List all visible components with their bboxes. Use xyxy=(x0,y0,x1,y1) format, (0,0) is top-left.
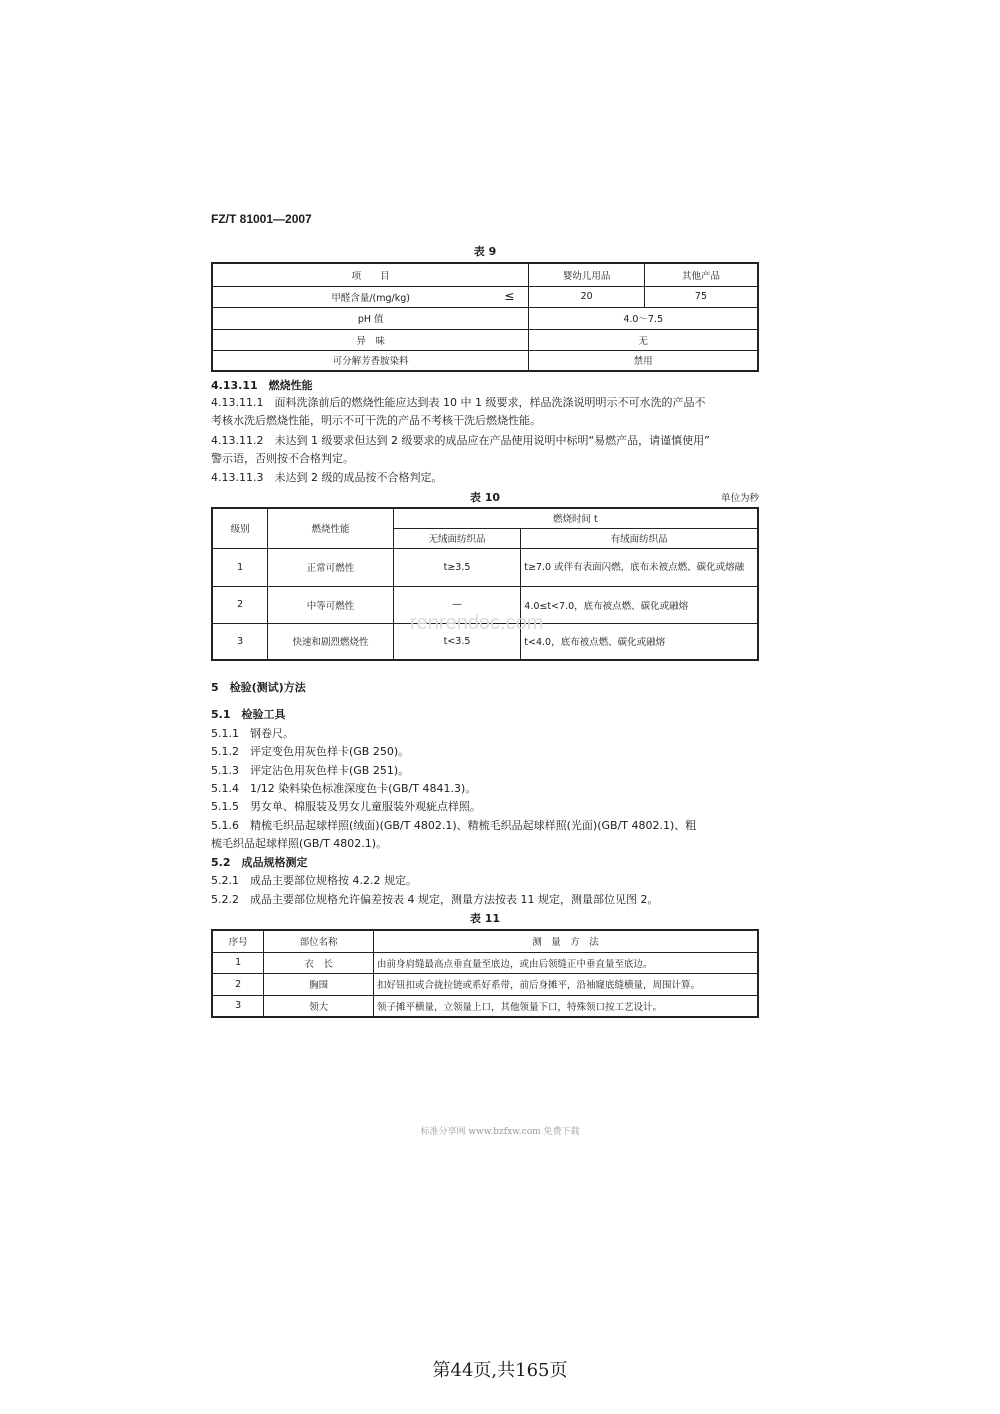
table9-azo-label: 可分解芳香胺染料 xyxy=(212,350,529,371)
table11-row2-part: 胸围 xyxy=(264,973,374,995)
formaldehyde-label-text: 甲醛含量/(mg/kg) xyxy=(331,292,410,304)
table9-head-item: 项 目 xyxy=(212,263,529,286)
page-number: 第44页,共165页 xyxy=(432,1360,568,1381)
table10-head-grade: 级别 xyxy=(212,508,268,548)
table9-head-infant: 婴幼儿用品 xyxy=(529,263,645,286)
table9-ph-label: pH 值 xyxy=(212,307,529,329)
table10-head-performance: 燃烧性能 xyxy=(268,508,393,548)
table11-head-no: 序号 xyxy=(212,930,264,952)
table9-head-other: 其他产品 xyxy=(644,263,758,286)
item-5-1-3: 5.1.3 评定沾色用灰色样卡(GB 251)。 xyxy=(211,764,410,777)
para-4-13-11-2-line2: 警示语，否则按不合格判定。 xyxy=(211,452,354,465)
table10-row1-pile: t≥7.0 或伴有表面闪燃，底布未被点燃、碳化或熔融 xyxy=(521,548,758,586)
table10-row2-performance: 中等可燃性 xyxy=(268,586,393,623)
table10-row2-no-pile: — xyxy=(393,586,521,623)
item-5-1-5: 5.1.5 男女单、棉服装及男女儿童服装外观疵点样照。 xyxy=(211,800,481,813)
table9-formaldehyde-other: 75 xyxy=(644,286,758,307)
table11-row3-no: 3 xyxy=(212,995,264,1017)
table11-head-part: 部位名称 xyxy=(264,930,374,952)
table10-row2-grade: 2 xyxy=(212,586,268,623)
table11-row3-method: 领子摊平横量，立领量上口，其他领量下口，特殊领口按工艺设计。 xyxy=(373,995,758,1017)
section5-1-heading: 5.1 检验工具 xyxy=(211,708,286,721)
table9-odor-value: 无 xyxy=(529,329,758,350)
standard-number: FZ/T 81001—2007 xyxy=(211,212,312,226)
table9-azo-value: 禁用 xyxy=(529,350,758,371)
table11-row1-no: 1 xyxy=(212,952,264,973)
table10-row3-performance: 快速和剧烈燃烧性 xyxy=(268,623,393,660)
para-4-13-11-1-line1: 4.13.11.1 面料洗涤前后的燃烧性能应达到表 10 中 1 级要求，样品洗涤说明明示不可水洗的产品不 xyxy=(211,396,706,409)
table10-head-time: 燃烧时间 t xyxy=(393,508,758,528)
watermark: renrendoc.com xyxy=(410,612,544,634)
para-4-13-11-3: 4.13.11.3 未达到 2 级的成品按不合格判定。 xyxy=(211,471,443,484)
table10 xyxy=(211,507,759,661)
table9-odor-label: 异 味 xyxy=(212,329,529,350)
table9-formaldehyde-infant: 20 xyxy=(529,286,645,307)
item-5-1-6-line1: 5.1.6 精梳毛织品起球样照(绒面)(GB/T 4802.1)、精梳毛织品起球样照(光面)(GB/T 4802.1)、粗 xyxy=(211,819,697,832)
heading-4-13-11: 4.13.11 燃烧性能 xyxy=(211,379,313,392)
table10-row2-pile: 4.0≤t<7.0，底布被点燃、碳化或融熔 xyxy=(521,586,758,623)
para-4-13-11-2-line1: 4.13.11.2 未达到 1 级要求但达到 2 级要求的成品应在产品使用说明中标明“易燃产品，请谨慎使用” xyxy=(211,434,710,447)
section5-2-heading: 5.2 成品规格测定 xyxy=(211,856,308,869)
table10-unit: 单位为秒 xyxy=(720,493,759,504)
formaldehyde-symbol: ≤ xyxy=(504,288,515,303)
item-5-1-6-line2: 梳毛织品起球样照(GB/T 4802.1)。 xyxy=(211,837,388,850)
table11-head-method: 测 量 方 法 xyxy=(373,930,758,952)
table11-row2-no: 2 xyxy=(212,973,264,995)
table9-formaldehyde-label xyxy=(212,286,529,307)
item-5-1-1: 5.1.1 钢卷尺。 xyxy=(211,727,294,740)
table11-row3-part: 领大 xyxy=(264,995,374,1017)
table9-caption: 表 9 xyxy=(473,245,497,258)
table10-row1-no-pile: t≥3.5 xyxy=(393,548,521,586)
table10-head-no-pile: 无绒面纺织品 xyxy=(393,528,521,548)
para-4-13-11-1-line2: 考核水洗后燃烧性能，明示不可干洗的产品不考核干洗后燃烧性能。 xyxy=(211,414,541,427)
table9-ph-value: 4.0～7.5 xyxy=(529,307,758,329)
table11-row1-part: 衣 长 xyxy=(264,952,374,973)
table10-row3-grade: 3 xyxy=(212,623,268,660)
item-5-1-4: 5.1.4 1/12 染料染色标准深度色卡(GB/T 4841.3)。 xyxy=(211,782,477,795)
item-5-1-2: 5.1.2 评定变色用灰色样卡(GB 250)。 xyxy=(211,745,410,758)
table11-caption: 表 11 xyxy=(469,912,501,925)
table10-row1-grade: 1 xyxy=(212,548,268,586)
table10-head-pile: 有绒面纺织品 xyxy=(521,528,758,548)
table10-row1-performance: 正常可燃性 xyxy=(268,548,393,586)
item-5-2-1: 5.2.1 成品主要部位规格按 4.2.2 规定。 xyxy=(211,874,417,887)
table10-row3-pile: t<4.0，底布被点燃、碳化或融熔 xyxy=(521,623,758,660)
table9 xyxy=(211,262,759,372)
table11-row1-method: 由前身肩缝最高点垂直量至底边，或由后领缝正中垂直量至底边。 xyxy=(373,952,758,973)
table10-caption: 表 10 xyxy=(469,491,501,504)
table10-row3-no-pile: t<3.5 xyxy=(393,623,521,660)
table11-row2-method: 扣好钮扣或合拢拉链或系好系带，前后身摊平，沿袖窿底缝横量，周围计算。 xyxy=(373,973,758,995)
table11 xyxy=(211,929,759,1018)
footer-note: 标准分享网 www.bzfxw.com 免费下载 xyxy=(420,1127,580,1137)
item-5-2-2: 5.2.2 成品主要部位规格允许偏差按表 4 规定，测量方法按表 11 规定，测量部位见图 2。 xyxy=(211,893,659,906)
section5-title: 5 检验(测试)方法 xyxy=(211,681,306,694)
